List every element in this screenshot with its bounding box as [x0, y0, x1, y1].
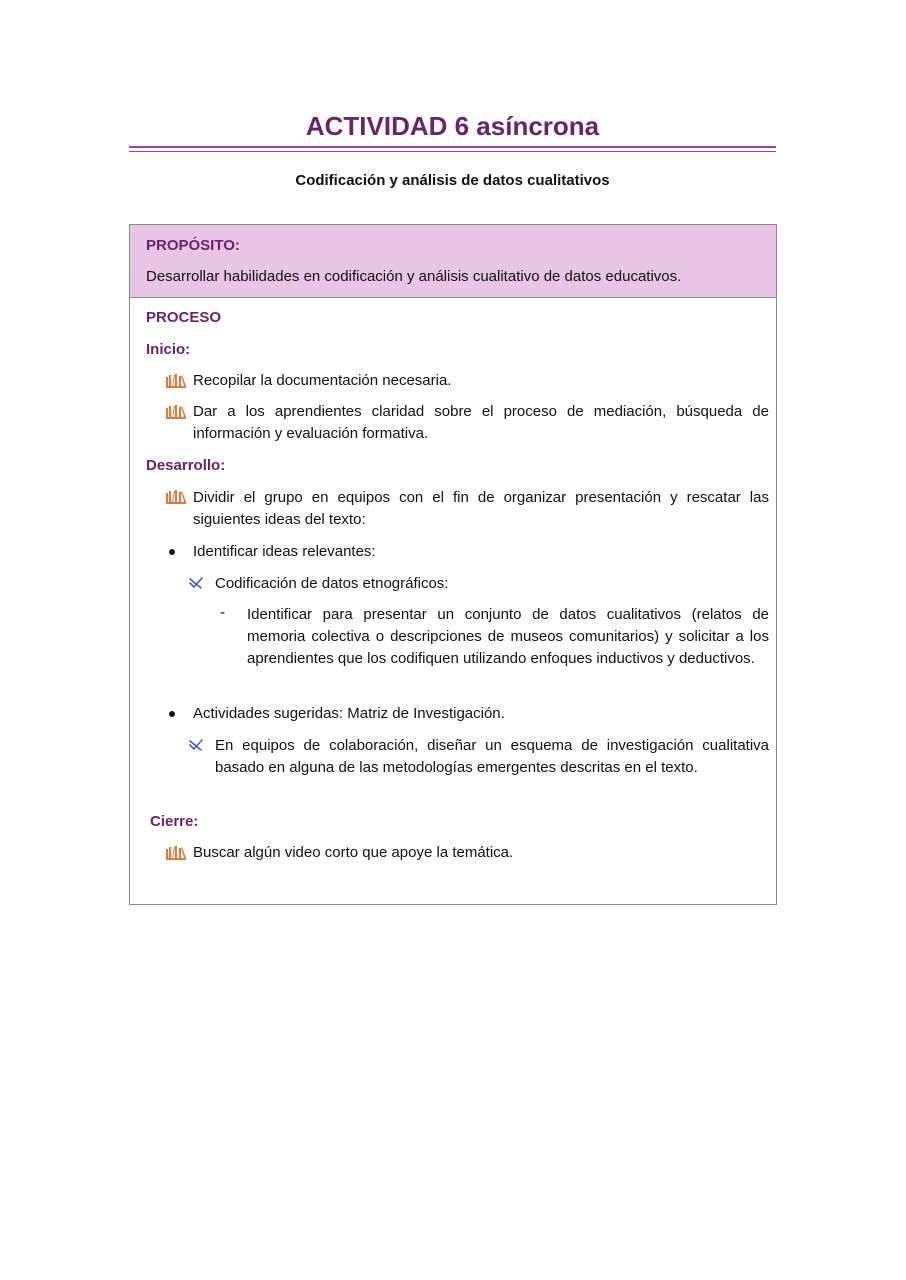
- desarrollo-heading: Desarrollo:: [146, 457, 226, 474]
- check-icon: [189, 739, 203, 751]
- purpose-heading: PROPÓSITO:: [146, 237, 240, 254]
- bullet-item-2: Actividades sugeridas: Matriz de Investigación.: [193, 705, 505, 722]
- dash-item-1: Identificar para presentar un conjunto de datos cualitativos (relatos de memoria colectiva o descripciones de museos comunitarios) y solicitar a los aprendientes que los codifiquen utilizando enfoques inductivos y deductivos.: [247, 606, 769, 667]
- sub-item-1: Codificación de datos etnográficos:: [215, 575, 449, 592]
- bullet-item-1: Identificar ideas relevantes:: [193, 543, 376, 560]
- activity-box: [129, 224, 777, 905]
- purpose-text: Desarrollar habilidades en codificación y análisis cualitativo de datos educativos.: [146, 268, 682, 285]
- check-icon: [189, 577, 203, 589]
- cierre-heading: Cierre:: [150, 813, 199, 830]
- title-rule-thin: [129, 151, 776, 152]
- cierre-item: Buscar algún video corto que apoye la temática.: [193, 844, 514, 861]
- dash-marker: -: [220, 604, 225, 621]
- books-icon: [166, 405, 186, 419]
- sub-item-2: En equipos de colaboración, diseñar un esquema de investigación cualitativa basado en alguna de las metodologías emergentes descritas en el texto.: [215, 737, 769, 776]
- process-heading: PROCESO: [146, 309, 222, 326]
- purpose-section: [130, 225, 776, 298]
- page-title: ACTIVIDAD 6 asíncrona: [305, 111, 600, 141]
- books-icon: [166, 490, 186, 504]
- bullet-dot: [169, 711, 175, 717]
- inicio-heading: Inicio:: [146, 341, 191, 358]
- books-icon: [166, 846, 186, 860]
- inicio-item-2: Dar a los aprendientes claridad sobre el proceso de mediación, búsqueda de información y evaluación formativa.: [193, 403, 769, 442]
- books-icon: [166, 374, 186, 388]
- bullet-dot: [169, 549, 175, 555]
- title-rule: [129, 146, 776, 148]
- desarrollo-item: Dividir el grupo en equipos con el fin de organizar presentación y rescatar las siguientes ideas del texto:: [193, 489, 769, 528]
- page-subtitle: Codificación y análisis de datos cualitativos: [295, 172, 610, 189]
- inicio-item-1: Recopilar la documentación necesaria.: [193, 372, 452, 389]
